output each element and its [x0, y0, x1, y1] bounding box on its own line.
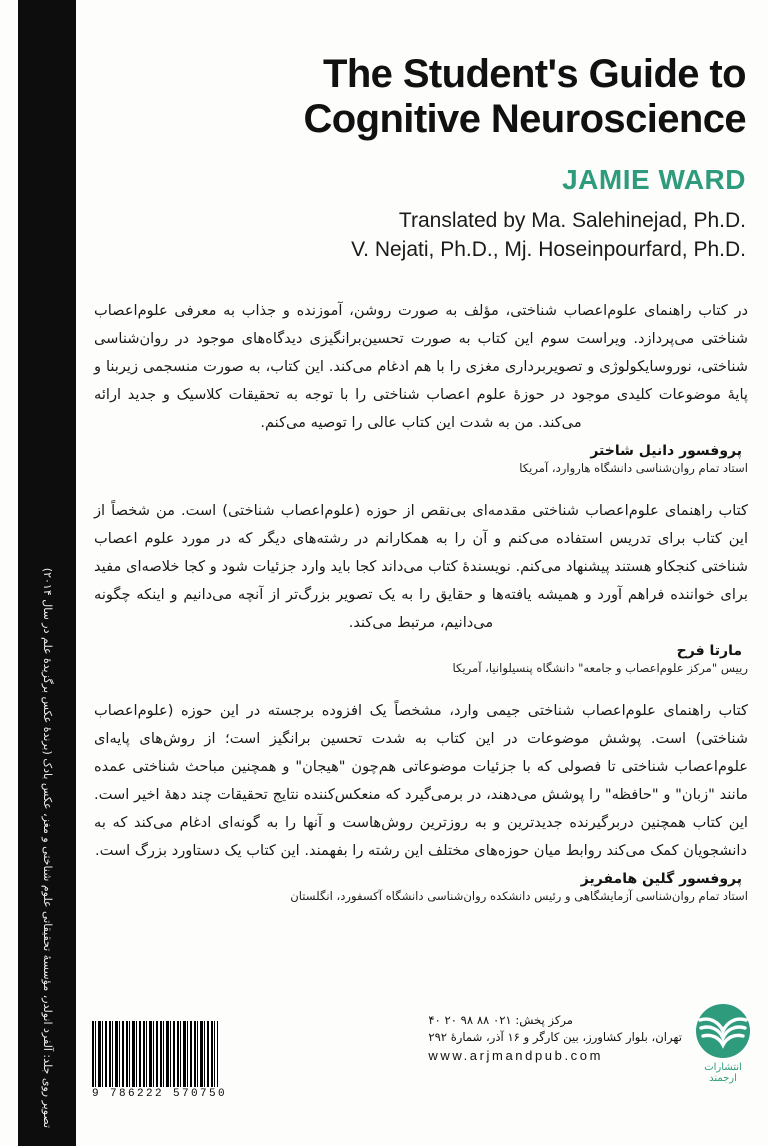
title-block: [76, 0, 768, 263]
testimonial-quote: در کتاب راهنمای علوم‌اعصاب شناختی، مؤلف به صورت روشن، آموزنده و جذاب به معرفی علوم‌اعصاب شناختی می‌پردازد. ویراست سوم این کتاب به صورت تحسین‌برانگیزی دیدگاه‌های موجود در روان‌شناسی شناختی، نوروسایکولوژی و تصویربرداری مغزی را با هم ادغام می‌کند. این کتاب، به صورت منسجمی زیربنا و پایهٔ موضوعات کلیدی موجود در حوزهٔ علوم اعصاب شناختی را با توجه به تحقیقات کلاسیک و جدید ارائه می‌کند. من به شدت این کتاب عالی را توصیه می‌کنم.: [94, 301, 748, 431]
isbn-barcode: [92, 1021, 228, 1100]
testimonial-2: [94, 497, 748, 675]
publisher-website[interactable]: www.arjmandpub.com: [428, 1047, 604, 1063]
publisher-block: [428, 1004, 754, 1084]
testimonial-3: [94, 697, 748, 903]
testimonial-author-name: مارتا فرح: [676, 642, 742, 659]
testimonial-author-role: رییس "مرکز علوم‌اعصاب و جامعه" دانشگاه پنسیلوانیا، آمریکا: [452, 660, 748, 675]
testimonial-quote: کتاب راهنمای علوم‌اعصاب شناختی مقدمه‌ای بی‌نقص از حوزه (علوم‌اعصاب شناختی) است. من شخصاً از این کتاب برای تدریس استفاده می‌کنم و آن را به همکارانم در رشته‌های دیگر که در مورد علوم اعصاب شناختی کنجکاو هستند پیشنهاد می‌کنم. نویسندهٔ کتاب می‌داند کجا باید وارد جزئیات شود و کجا خلاصه‌ای مفید برای خواننده فراهم آورد و همیشه یافته‌ها و حقایق را به یک تصویر بزرگ‌تر از آنچه می‌دانیم و اینکه چگونه می‌دانیم، مرتبط می‌کند.: [94, 501, 748, 631]
testimonial-author-name: پروفسور دانیل شاختر: [590, 442, 742, 459]
publisher-name: انتشارات ارجمند: [704, 1062, 742, 1084]
barcode-bars-icon: [92, 1021, 218, 1087]
arjmand-book-logo-icon: [692, 1004, 754, 1060]
author-name: JAMIE WARD: [562, 163, 746, 195]
testimonial-author-name: پروفسور گلین هامفریز: [580, 871, 742, 888]
isbn-digits: 9 786222 570750: [92, 1088, 228, 1100]
spine-strip: [18, 0, 76, 1146]
testimonial-author-role: استاد تمام روان‌شناسی آزمایشگاهی و رئیس دانشکده روان‌شناسی دانشگاه آکسفورد، انگلستان: [290, 889, 748, 904]
cover-photo-credit: تصویر روی جلد: آلفرد انولدر، مؤسسهٔ تحقیقاتی علوم شناختی و مغز، عکس بادک (برندهٔ عکس برگزیدهٔ علم در سال ۲۰۱۴): [41, 567, 54, 1128]
translator-line-2: V. Nejati, Ph.D., Mj. Hoseinpourfard, Ph.D.: [351, 238, 746, 262]
book-title-line-2: Cognitive Neuroscience: [303, 96, 746, 141]
publisher-distribution-phone: مرکز پخش: ۰۲۱ ۸۸ ۹۸ ۲۰ ۴۰: [428, 1013, 573, 1027]
testimonial-author-role: استاد تمام روان‌شناسی دانشگاه هاروارد، آمریکا: [519, 460, 748, 475]
translator-line-1: Translated by Ma. Salehinejad, Ph.D.: [398, 208, 746, 232]
testimonial-quote: کتاب راهنمای علوم‌اعصاب شناختی جیمی وارد، مشخصاً یک افزوده برجسته در این حوزه (علوم‌اعصاب شناختی) است. پوشش موضوعات در این کتاب به شدت تحسین برانگیز است؛ از روش‌های پایه‌ای علوم‌اعصاب شناختی تا فصولی که با جزئیات موضوعاتی هم‌چون "هیجان" و همچنین مباحث شناختی عمده مانند "زبان" و "حافظه" را پوشش می‌دهند، در برمی‌گیرد که منعکس‌کننده نتایج تحقیقات چند دههٔ اخیر است. این کتاب همچنین دربرگیرنده جدیدترین و به روزترین روش‌هاست و آنها را به گونه‌ای ادغام می‌کند که به دانشجویان کمک می‌کند روابط میان حوزه‌های مختلف این رشته را بفهمند. این کتاب یک دستاورد بزرگ است.: [94, 701, 748, 860]
book-title-line-1: The Student's Guide to: [323, 52, 746, 96]
testimonials-section: [76, 297, 768, 903]
publisher-contact: [428, 1004, 682, 1063]
publisher-logo: [692, 1004, 754, 1084]
cover-footer: [76, 996, 768, 1106]
testimonial-1: [94, 297, 748, 475]
cover-content: [76, 0, 768, 1146]
publisher-address: تهران، بلوار کشاورز، بین کارگر و ۱۶ آذر، شمارهٔ ۲۹۲: [428, 1030, 682, 1045]
